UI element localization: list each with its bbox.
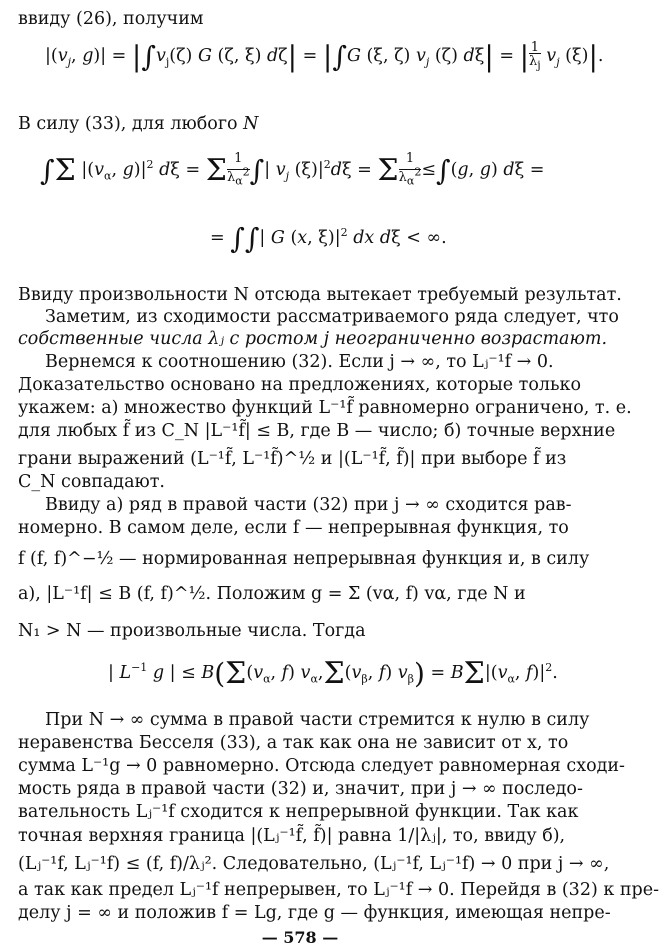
text-line: неравенства Бесселя (33), а так как она не зависит от x, то <box>18 733 569 753</box>
text-line: укажем: а) множество функций L⁻¹f̃ равномерно ограничено, т. е. <box>18 398 632 418</box>
text-line: собственные числа λⱼ с ростом j неограниченно возрастают. <box>18 329 608 349</box>
text-line: делу j = ∞ и положив f = Lg, где g — функция, имеющая непре- <box>18 903 611 923</box>
equation-2: ∫Σ $|(v_\alpha$, $g)|^2$ dξ = Σ 1 $\lambda_\alpha^2\int|$ $v_j$ $(\xi)|^2d\xi = \Sigma$ 1 $\lambda_\alpha^2\le\int(g$, g) dξ = <box>40 151 545 188</box>
page-number: — 578 — <box>261 928 339 947</box>
text-line: Доказательство основано на предложениях, которые только <box>18 375 582 395</box>
text-line: а), |L⁻¹f| ≤ B (f, f)^½. Положим g = Σ (vα, f) vα, где N и <box>18 584 526 604</box>
text-line: (Lⱼ⁻¹f, Lⱼ⁻¹f) ≤ (f, f)/λⱼ². Следовательно, (Lⱼ⁻¹f, Lⱼ⁻¹f) → 0 при j → ∞, <box>18 854 610 874</box>
equation-1: $|(v_j$, $g)| = |\int v_j(\zeta)$ G (ζ, ξ) dζ| = |∫G (ξ, ζ) $v_j$ (ζ) dξ| = | 1 $\lambda_j$ $v_j$ (ξ)|. <box>45 39 604 73</box>
text-line: для любых f̃ из C_N |L⁻¹f̃| ≤ B, где B — число; б) точные верхние <box>18 421 616 441</box>
equation-4: | $L^{-1}$ g | ≤ $B(\Sigma(v_\alpha$, f) $v_\alpha,\Sigma(v_\beta$, f) $v_\beta) = B\Sigma|(v_\alpha$, $f)|^2$. <box>108 656 558 691</box>
text-line: а так как предел Lⱼ⁻¹f непрерывен, то Lⱼ⁻¹f → 0. Перейдя в (32) к пре- <box>18 880 659 900</box>
text-line: номерно. В самом деле, если f — непрерывная функция, то <box>18 518 569 538</box>
text-line: f (f, f)^−½ — нормированная непрерывная функция и, в силу <box>18 549 590 569</box>
text-line: точная верхняя граница |(Lⱼ⁻¹f̃, f̃)| равна 1/|λⱼ|, то, ввиду б), <box>18 826 566 846</box>
text-line: мость ряда в правой части (32) и, значит, при j → ∞ последо- <box>18 779 583 799</box>
text-line: сумма L⁻¹g → 0 равномерно. Отсюда следует равномерная сходи- <box>18 756 625 776</box>
equation-3: = ∫∫| G (x, $\xi)|^2$ dx dξ < ∞. <box>210 222 447 255</box>
text-line: Заметим, из сходимости рассматриваемого ряда следует, что <box>45 307 619 327</box>
text-span: В силу (33), для любого <box>18 114 244 134</box>
text-line: В силу (33), для любого N <box>18 114 259 134</box>
text-line: При N → ∞ сумма в правой части стремится к нулю в силу <box>45 710 590 730</box>
text-line: Ввиду произвольности N отсюда вытекает требуемый результат. <box>18 285 622 305</box>
text-line: грани выражений (L⁻¹f̃, L⁻¹f̃)^½ и |(L⁻¹f̃, f̃)| при выборе f̃ из <box>18 449 567 469</box>
text-line: N₁ > N — произвольные числа. Тогда <box>18 621 366 641</box>
text-line: Вернемся к соотношению (32). Если j → ∞, то Lⱼ⁻¹f → 0. <box>45 352 554 372</box>
text-line: вательность Lⱼ⁻¹f сходится к непрерывной функции. Так как <box>18 802 579 822</box>
text-line: Ввиду а) ряд в правой части (32) при j → ∞ сходится рав- <box>45 495 572 515</box>
text-line: C_N совпадают. <box>18 472 165 492</box>
text-line: ввиду (26), получим <box>18 9 204 29</box>
